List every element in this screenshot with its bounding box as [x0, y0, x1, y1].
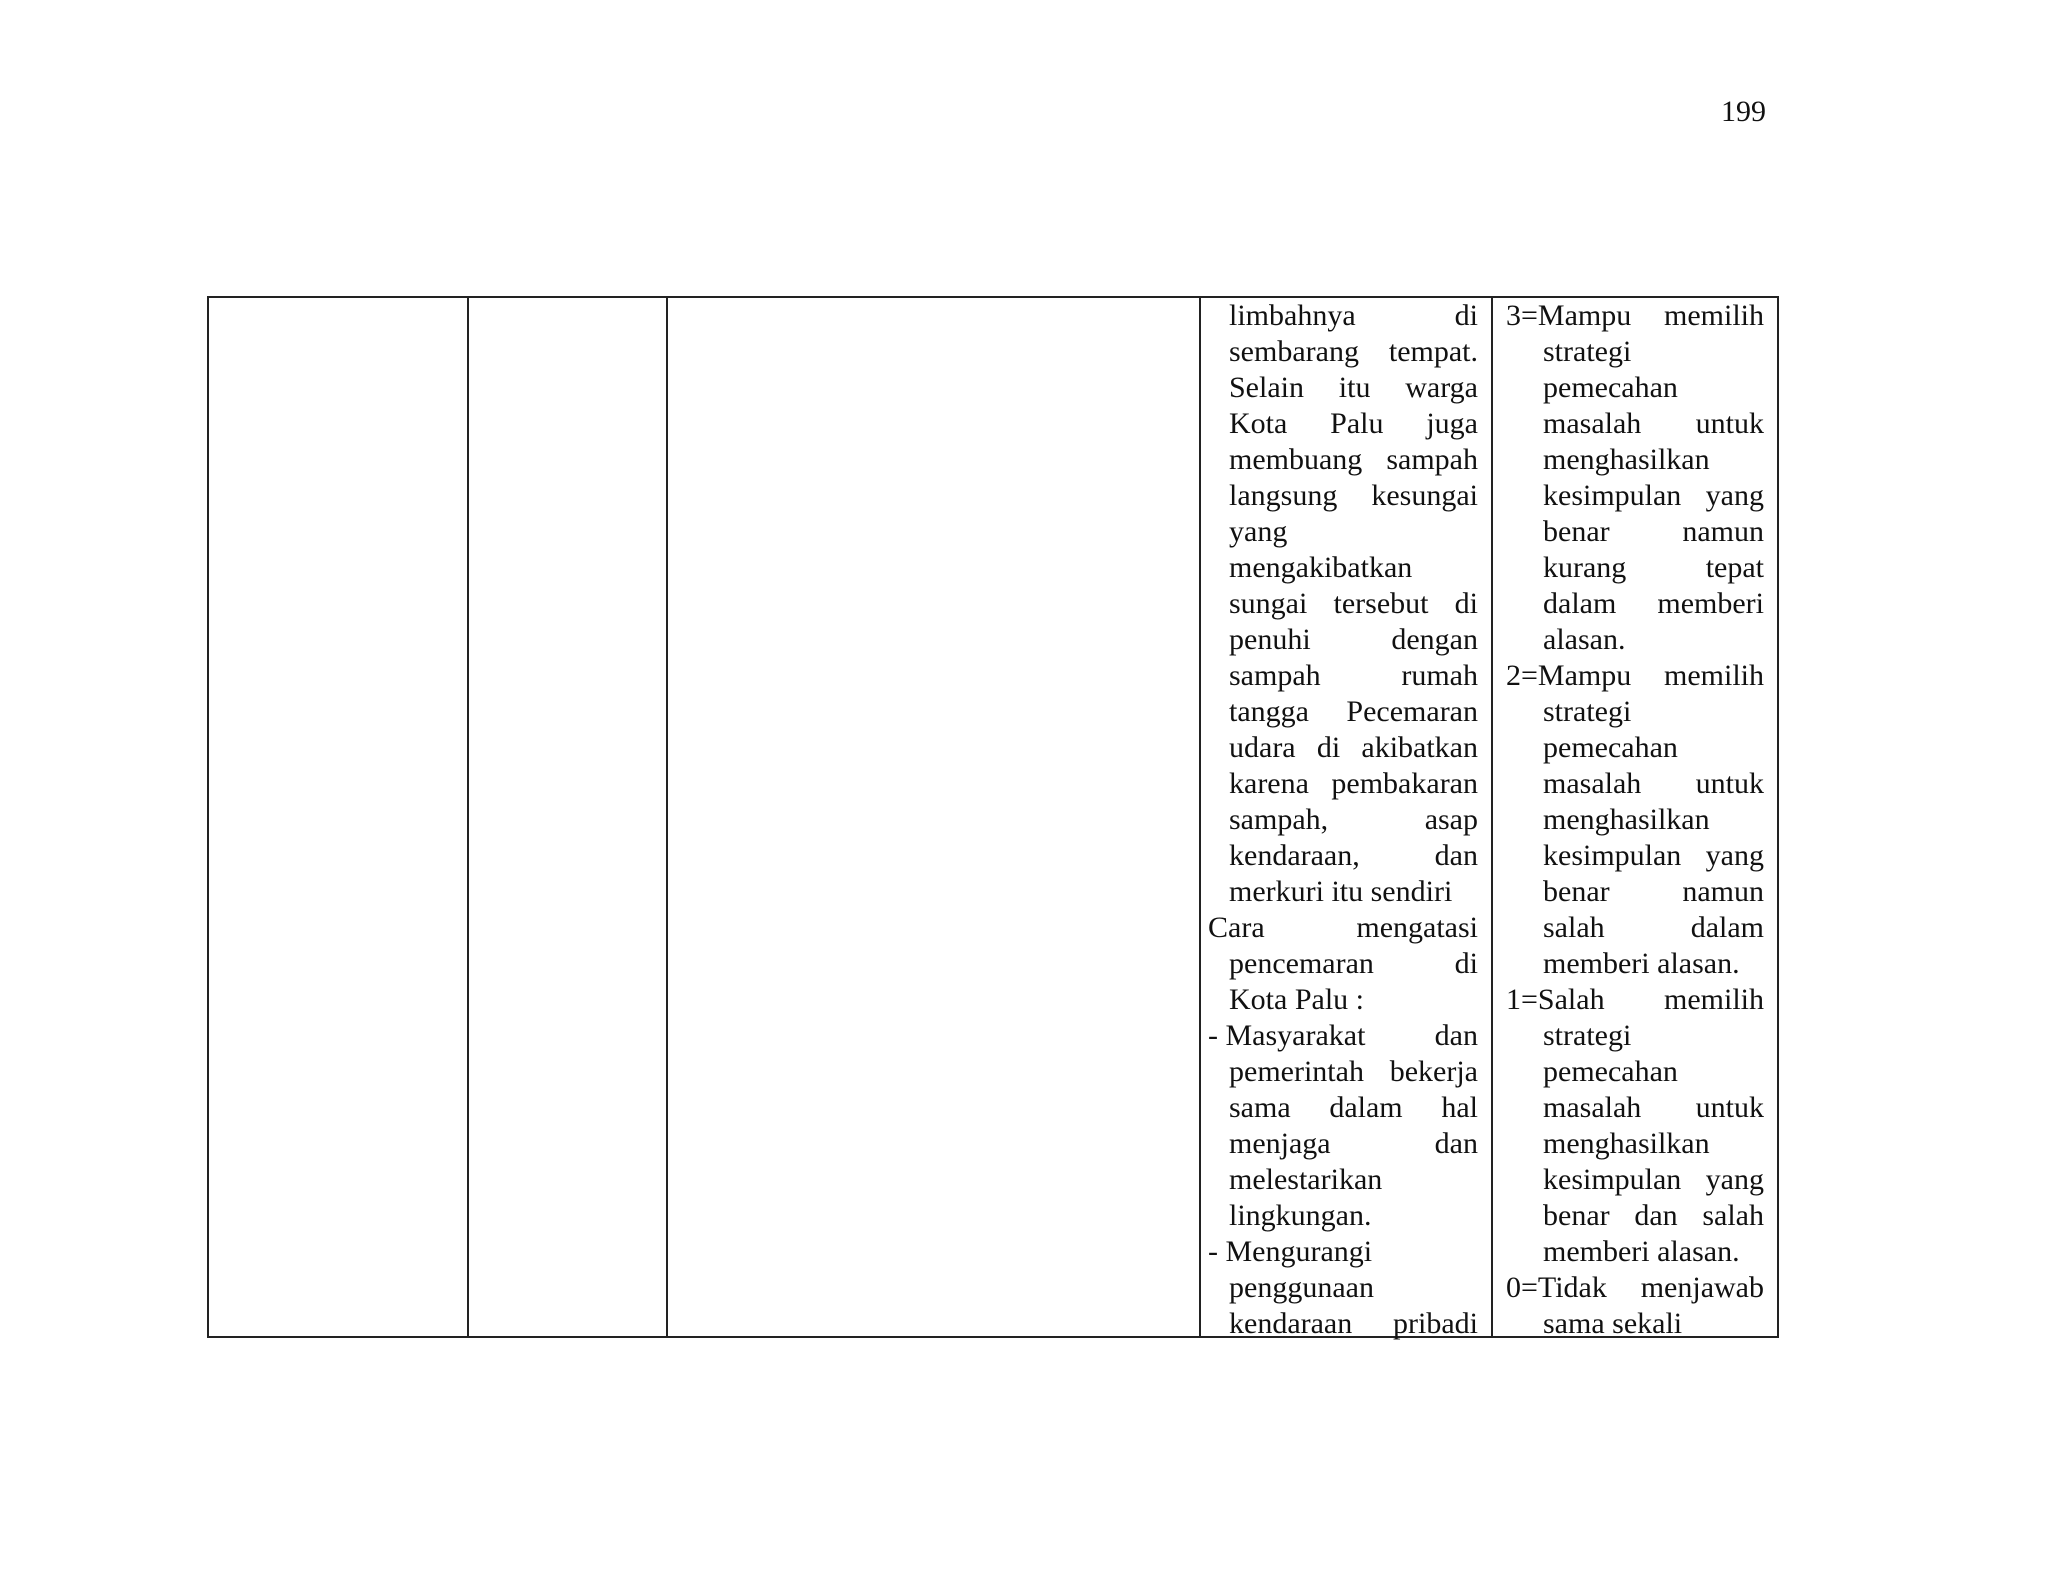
page-number: 199 [1721, 95, 1766, 128]
text-line [1208, 1306, 1478, 1342]
text-line [1506, 586, 1764, 622]
word: pribadi [1393, 1307, 1478, 1340]
text-line [1208, 1090, 1478, 1126]
word: Pecemaran [1346, 695, 1478, 728]
word: sama [1229, 1091, 1291, 1124]
text-line [1208, 946, 1478, 982]
word: dan [1634, 1199, 1678, 1232]
text-line [1506, 1090, 1764, 1126]
text-line [1506, 658, 1764, 694]
word: rumah [1401, 659, 1478, 692]
word: kendaraan [1229, 1307, 1353, 1340]
text-line [1208, 910, 1478, 946]
word: di [1316, 731, 1341, 764]
word: alasan. [1543, 623, 1626, 656]
word: dalam [1690, 911, 1764, 944]
word: melestarikan [1229, 1163, 1383, 1196]
word: kesimpulan [1543, 479, 1682, 512]
word: menjawab [1640, 1271, 1764, 1304]
word: yang [1705, 1163, 1764, 1196]
word: 2=Mampu [1506, 659, 1632, 692]
text-line [1506, 1162, 1764, 1198]
word: namun [1682, 875, 1764, 908]
word: Palu [1330, 407, 1384, 440]
word: membuang [1229, 443, 1363, 476]
word: 1=Salah [1506, 983, 1605, 1016]
word: dengan [1391, 623, 1478, 656]
table-column-1 [209, 298, 469, 1336]
word: pemecahan [1543, 371, 1678, 404]
word: tempat. [1388, 335, 1478, 368]
word: udara [1229, 731, 1296, 764]
word: sungai [1229, 587, 1308, 620]
text-line [1208, 1234, 1478, 1270]
text-line [1208, 838, 1478, 874]
text-line [1506, 1126, 1764, 1162]
word: langsung [1229, 479, 1338, 512]
word: dan [1434, 839, 1478, 872]
word: benar [1543, 875, 1610, 908]
word: sampah [1386, 443, 1478, 476]
rubric-table [207, 296, 1779, 1338]
word: hal [1441, 1091, 1478, 1124]
text-line [1506, 766, 1764, 802]
word: untuk [1695, 407, 1764, 440]
text-line [1506, 478, 1764, 514]
word: mengatasi [1356, 911, 1478, 944]
answer-key-text [1208, 298, 1478, 1342]
word: - Masyarakat [1208, 1019, 1366, 1052]
word: dan [1434, 1127, 1478, 1160]
word: strategi [1543, 335, 1632, 368]
word: menjaga [1229, 1127, 1331, 1160]
word: yang [1705, 839, 1764, 872]
word: sampah [1229, 659, 1321, 692]
word: sama sekali [1543, 1307, 1683, 1340]
table-column-answer-key [1201, 298, 1493, 1340]
word: menghasilkan [1543, 1127, 1710, 1160]
word: di [1454, 299, 1478, 332]
text-line [1506, 874, 1764, 910]
word: tepat [1705, 551, 1764, 584]
word: lingkungan. [1229, 1199, 1372, 1232]
word: penggunaan [1229, 1271, 1374, 1304]
text-line [1506, 1270, 1764, 1306]
word: menghasilkan [1543, 443, 1710, 476]
text-line [1208, 730, 1478, 766]
word: namun [1682, 515, 1764, 548]
word: benar [1543, 515, 1610, 548]
text-line [1506, 298, 1764, 334]
text-line [1208, 334, 1478, 370]
word: itu [1338, 371, 1371, 404]
text-line [1506, 334, 1764, 370]
text-line [1208, 370, 1478, 406]
word: mengakibatkan [1229, 551, 1413, 584]
text-line [1208, 694, 1478, 730]
word: tersebut [1333, 587, 1429, 620]
word: karena [1229, 767, 1309, 800]
word: pembakaran [1331, 767, 1478, 800]
text-line [1506, 1018, 1764, 1054]
text-line [1506, 1054, 1764, 1090]
word: kurang [1543, 551, 1627, 584]
text-line [1208, 1198, 1478, 1234]
text-line [1208, 1054, 1478, 1090]
text-line [1208, 442, 1478, 478]
word: 3=Mampu [1506, 299, 1632, 332]
table-column-scoring [1493, 298, 1777, 1340]
text-line [1208, 622, 1478, 658]
text-line [1208, 586, 1478, 622]
word: salah [1543, 911, 1605, 944]
word: strategi [1543, 695, 1632, 728]
word: tangga [1229, 695, 1309, 728]
text-line [1208, 298, 1478, 334]
text-line [1506, 1306, 1764, 1342]
word: limbahnya [1229, 299, 1356, 332]
text-line [1506, 622, 1764, 658]
text-line [1208, 1162, 1478, 1198]
text-line [1208, 514, 1478, 550]
text-line [1506, 982, 1764, 1018]
text-line [1506, 550, 1764, 586]
text-line [1208, 1018, 1478, 1054]
word: memilih [1664, 299, 1764, 332]
word: Cara [1208, 911, 1265, 944]
text-line [1208, 766, 1478, 802]
word: benar [1543, 1199, 1610, 1232]
word: masalah [1543, 767, 1642, 800]
word: di [1454, 947, 1478, 980]
text-line [1506, 514, 1764, 550]
word: salah [1702, 1199, 1764, 1232]
word: akibatkan [1361, 731, 1478, 764]
text-line [1506, 370, 1764, 406]
word: asap [1424, 803, 1478, 836]
word: memberi [1657, 587, 1764, 620]
text-line [1506, 838, 1764, 874]
text-line [1208, 982, 1478, 1018]
word: masalah [1543, 1091, 1642, 1124]
word: Kota Palu : [1229, 983, 1364, 1016]
text-line [1208, 406, 1478, 442]
word: dan [1434, 1019, 1478, 1052]
text-line [1506, 694, 1764, 730]
text-line [1506, 910, 1764, 946]
text-line [1506, 406, 1764, 442]
text-line [1506, 946, 1764, 982]
word: bekerja [1389, 1055, 1478, 1088]
word: juga [1426, 407, 1478, 440]
text-line [1506, 802, 1764, 838]
word: pencemaran [1229, 947, 1374, 980]
table-column-2 [469, 298, 668, 1336]
word: penuhi [1229, 623, 1311, 656]
text-line [1208, 1126, 1478, 1162]
word: kesimpulan [1543, 1163, 1682, 1196]
word: dalam [1329, 1091, 1403, 1124]
text-line [1208, 550, 1478, 586]
word: memberi alasan. [1543, 947, 1740, 980]
word: dalam [1543, 587, 1617, 620]
word: pemecahan [1543, 1055, 1678, 1088]
word: sampah, [1229, 803, 1329, 836]
word: Selain [1229, 371, 1304, 404]
word: warga [1405, 371, 1478, 404]
word: untuk [1695, 1091, 1764, 1124]
word: - Mengurangi [1208, 1235, 1373, 1268]
word: pemecahan [1543, 731, 1678, 764]
word: memilih [1664, 659, 1764, 692]
word: memilih [1664, 983, 1764, 1016]
word: yang [1705, 479, 1764, 512]
word: strategi [1543, 1019, 1632, 1052]
text-line [1506, 1234, 1764, 1270]
word: masalah [1543, 407, 1642, 440]
word: kesimpulan [1543, 839, 1682, 872]
word: kesungai [1371, 479, 1478, 512]
text-line [1506, 730, 1764, 766]
word: untuk [1695, 767, 1764, 800]
word: merkuri itu sendiri [1229, 875, 1453, 908]
table-column-3 [668, 298, 1201, 1336]
text-line [1208, 658, 1478, 694]
text-line [1208, 874, 1478, 910]
word: memberi alasan. [1543, 1235, 1740, 1268]
word: di [1454, 587, 1478, 620]
word: sembarang [1229, 335, 1359, 368]
text-line [1506, 442, 1764, 478]
text-line [1208, 478, 1478, 514]
text-line [1506, 1198, 1764, 1234]
word: pemerintah [1229, 1055, 1364, 1088]
text-line [1208, 1270, 1478, 1306]
word: menghasilkan [1543, 803, 1710, 836]
word: kendaraan, [1229, 839, 1360, 872]
word: yang [1229, 515, 1288, 548]
word: Kota [1229, 407, 1288, 440]
word: 0=Tidak [1506, 1271, 1607, 1304]
scoring-criteria-text [1506, 298, 1764, 1342]
text-line [1208, 802, 1478, 838]
